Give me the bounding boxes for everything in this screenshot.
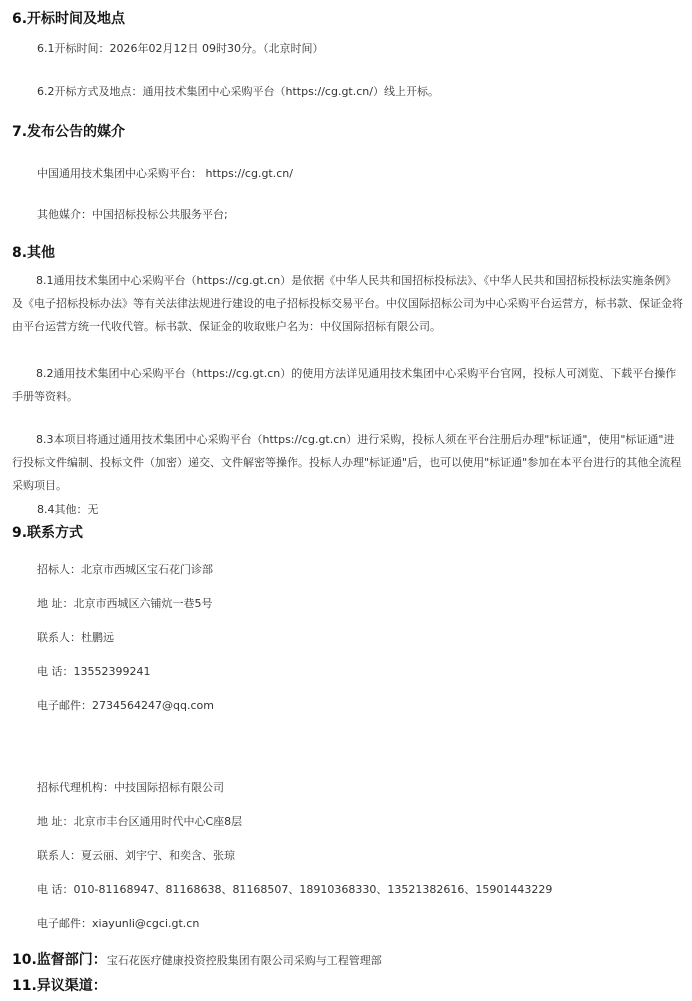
section-6-title: 6.开标时间及地点 [12,11,126,27]
section-11-title: 11.异议渠道： [12,978,107,994]
buyer-contact: 联系人：杜鹏远 [37,631,114,644]
agent-email: 电子邮件：xiayunli@cgci.gt.cn [37,917,200,930]
media-platform: 中国通用技术集团中心采购平台： https://cg.gt.cn/ [37,167,293,180]
other-8-2: 8.2通用技术集团中心采购平台（https://cg.gt.cn）的使用方法详见通用技术集团中心采购平台官网，投标人可浏览、下载平台操作手册等资料。 [12,367,677,403]
other-8-1: 8.1通用技术集团中心采购平台（https://cg.gt.cn）是依据《中华人民共和国招标投标法》、《中华人民共和国招标投标法实施条例》及《电子招标投标办法》等有关法律法规进行建设的电子招标投标交易平台。中仪国际招标公司为中心采购平台运营方，标书款、保证金将由平台运营方统一代收代管。标书款、保证金的收取账户名为：中仪国际招标有限公司。 [12,274,683,333]
agent-phone: 电 话：010-81168947、81168638、81168507、18910368330、13521382616、15901443229 [37,883,553,896]
buyer-email: 电子邮件：2734564247@qq.com [37,699,214,712]
section-8-title: 8.其他 [12,245,56,261]
agent-contact: 联系人：夏云丽、刘宇宁、和奕含、张琼 [37,849,235,862]
section-10-title: 10.监督部门： [12,952,107,968]
agent-address: 地 址：北京市丰台区通用时代中心C座8层 [37,815,243,828]
section-7-title: 7.发布公告的媒介 [12,124,126,140]
section-9-title: 9.联系方式 [12,525,84,541]
section-10 [12,949,382,969]
bid-opening-method: 6.2开标方式及地点：通用技术集团中心采购平台（https://cg.gt.cn/）线上开标。 [37,85,439,98]
other-8-4: 8.4其他：无 [37,503,99,516]
media-other: 其他媒介：中国招标投标公共服务平台; [37,208,228,221]
supervision-department: 宝石花医疗健康投资控股集团有限公司采购与工程管理部 [106,954,382,967]
bid-opening-time: 6.1开标时间：2026年02月12日 09时30分。（北京时间） [37,42,324,55]
other-8-3: 8.3本项目将通过通用技术集团中心采购平台（https://cg.gt.cn）进行采购，投标人须在平台注册后办理"标证通"，使用"标证通"进行投标文件编制、投标文件（加密）递交、文件解密等操作。投标人办理"标证通"后，也可以使用"标证通"参加在本平台进行的其他全流程采购项目。 [12,433,682,492]
agent-name: 招标代理机构：中技国际招标有限公司 [37,781,224,794]
buyer-address: 地 址：北京市西城区六铺炕一巷5号 [37,597,213,610]
buyer-phone: 电 话：13552399241 [37,665,151,678]
buyer-name: 招标人：北京市西城区宝石花门诊部 [37,563,213,576]
